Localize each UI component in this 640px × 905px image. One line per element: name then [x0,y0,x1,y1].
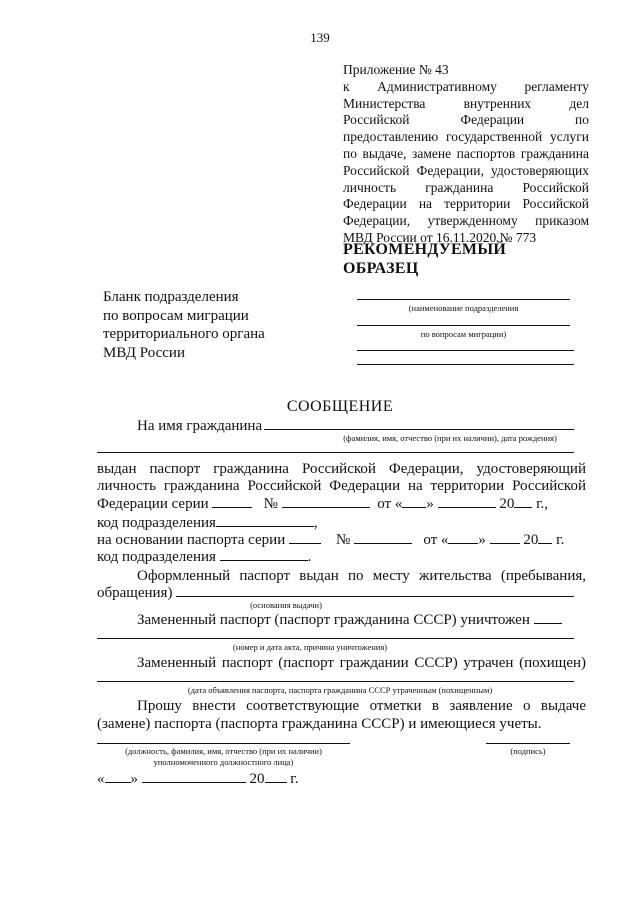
code-label-2: код подразделения [97,549,216,565]
date-line [97,770,298,788]
code-comma: , [313,515,318,531]
month-field[interactable] [438,495,496,508]
date-year-prefix: 20 [249,771,265,787]
blank-line-3: территориального органа [103,326,265,342]
recommended-sample-stamp [343,240,543,278]
lost-text: Замененный паспорт (паспорт граждании СССР) утрачен (похищен) [137,655,586,671]
basis-number-sign: № [336,532,351,548]
date-from-open: от « [377,496,403,512]
destroyed-field[interactable] [97,638,574,639]
addressee-field[interactable] [264,429,574,430]
day-field[interactable] [402,495,426,508]
basis-number-field[interactable] [354,531,412,544]
page-number: 139 [310,30,330,45]
appendix-body: к Административному регламенту Министерства внутренних дел Российской Федерации по предоставлению государственной услуги по выдаче, замене паспортов гражданина Российской Федерации, удостоверяющих личность гражданина Российской Федерации на территории Российской Федерации, утвержденному приказом МВД России от 16.11.2020 № 773 [343,78,589,245]
code-field-2[interactable] [220,548,308,561]
code-field[interactable] [216,514,314,527]
basis-year-suffix: г. [556,532,565,548]
basis-day-field[interactable] [448,531,478,544]
date-from-close: » [426,496,434,512]
date-month-field[interactable] [142,770,246,783]
series-line [97,495,548,513]
basis-line [97,531,564,549]
series-field[interactable] [212,495,252,508]
basis-month-field[interactable] [490,531,520,544]
date-open: « [97,771,105,787]
code-label: код подразделения [97,515,216,531]
destroyed-text: Замененный паспорт (паспорт гражданина СССР) уничтожен [137,612,530,628]
lost-field[interactable] [97,681,574,682]
addressee-field-2[interactable] [97,452,574,453]
request-line-1: Прошу внести соответствующие отметки в заявление о выдаче [137,698,586,714]
basis-from-close: » [478,532,486,548]
unit-extra-field-1[interactable] [357,350,574,351]
lost-caption: (дата объявления паспорта, паспорта гражданина СССР утраченным (похищенным) [187,685,493,695]
addressee-caption: (фамилия, имя, отчество (при их наличии), дата рождения) [343,433,557,443]
signature-field[interactable] [486,743,570,744]
date-day-field[interactable] [105,770,131,783]
date-year-field[interactable] [265,770,287,783]
unit-name-caption-2: по вопросам миграции) [420,329,507,339]
destroyed-caption: (номер и дата акта, причина уничтожения) [232,642,388,652]
blank-line-2: по вопросам миграции [103,307,249,324]
signature-caption: (подпись) [510,746,546,756]
appendix-title: Приложение № 43 [343,62,449,77]
issued-line-1: выдан паспорт гражданина Российской Федерации, удостоверяющий [97,461,586,477]
blank-line-1: Бланк подразделения [103,289,239,305]
code-line [97,514,318,532]
series-label: Федерации серии [97,496,209,512]
official-caption-2: уполномоченного должностного лица) [153,757,294,767]
issue-basis-field[interactable] [176,596,574,597]
recommended-line-2: ОБРАЗЕЦ [343,260,419,277]
year-suffix: г., [536,496,549,512]
basis-label: на основании паспорта серии [97,532,286,548]
basis-from-open: от « [423,532,449,548]
destroyed-line [137,611,562,629]
date-close: » [130,771,138,787]
issued-place-line-2: обращения) [97,585,173,601]
addressee-label: На имя гражданина [137,418,263,434]
number-sign: № [263,496,278,512]
appendix-block [343,62,589,247]
document-heading: СООБЩЕНИЕ [286,398,394,415]
number-field[interactable] [282,495,370,508]
official-caption-1: (должность, фамилия, имя, отчество (при их наличии) [125,746,322,756]
basis-year-field[interactable] [538,531,552,544]
basis-series-field[interactable] [289,531,321,544]
issued-line-2: личность гражданина Российской Федерации на территории Российской [97,478,586,494]
year-field[interactable] [514,495,532,508]
issue-basis-caption: (основания выдачи) [250,600,322,610]
unit-extra-field-2[interactable] [357,364,574,365]
official-field[interactable] [97,743,350,744]
destroyed-field-short[interactable] [534,611,562,624]
year-prefix: 20 [499,496,515,512]
basis-year-prefix: 20 [523,532,539,548]
issued-place-line-1: Оформленный паспорт выдан по месту жительства (пребывания, [137,568,586,584]
blank-header [103,288,303,362]
code-line-2 [97,548,311,566]
unit-name-field-2[interactable] [357,325,570,326]
blank-line-4: МВД России [103,344,185,361]
date-year-suffix: г. [290,771,299,787]
recommended-line-1: РЕКОМЕНДУЕМЫЙ [343,241,507,258]
unit-name-caption: (наименование подразделения [408,303,519,313]
request-line-2: (замене) паспорта (паспорта гражданина СССР) и имеющиеся учеты. [97,716,542,732]
unit-name-field[interactable] [357,299,570,300]
code-dot: . [307,549,312,565]
